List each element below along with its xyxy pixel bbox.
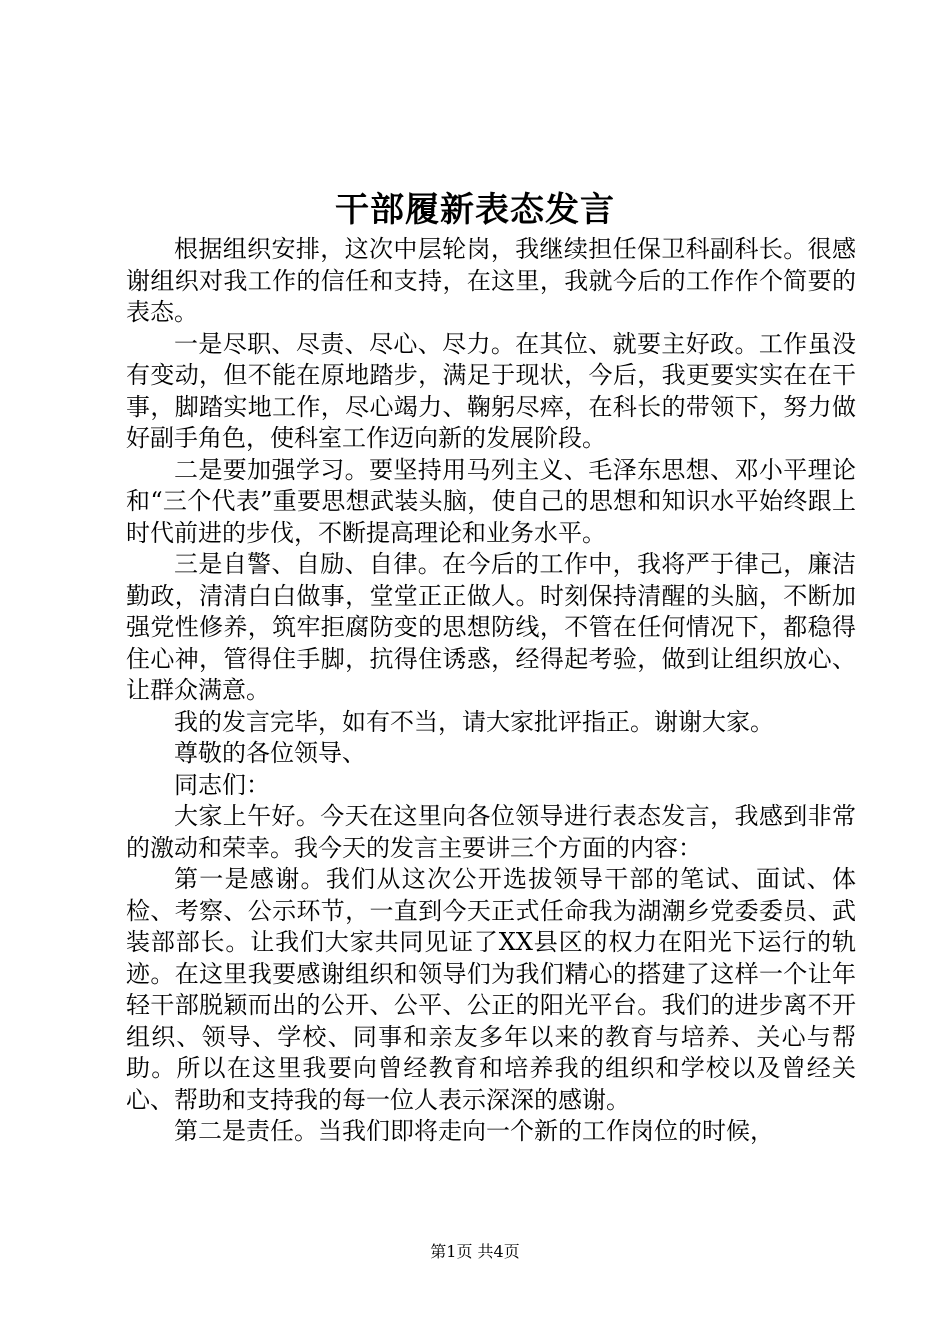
document-body — [126, 234, 856, 1148]
paragraph-salutation-comrades: 同志们： — [174, 770, 270, 799]
paragraph-point-three: 三是自警、自励、自律。在今后的工作中，我将严于律己，廉洁勤政，清清白白做事，堂堂正正做人。时刻保持清醒的头脑，不断加强党性修养，筑牢拒腐防变的思想防线，不管在任何情况下，都稳得住心神，管得住手脚，抗得住诱惑，经得起考验，做到让组织放心、让群众满意。 — [126, 550, 856, 704]
paragraph-closing: 我的发言完毕，如有不当，请大家批评指正。谢谢大家。 — [174, 707, 774, 736]
paragraph-intro: 根据组织安排，这次中层轮岗，我继续担任保卫科副科长。很感谢组织对我工作的信任和支持，在这里，我就今后的工作作个简要的表态。 — [126, 235, 856, 326]
paragraph-greeting: 大家上午好。今天在这里向各位领导进行表态发言，我感到非常的激动和荣幸。我今天的发言主要讲三个方面的内容： — [126, 802, 856, 862]
paragraph-salutation-leaders: 尊敬的各位领导、 — [174, 739, 366, 767]
page-number-footer: 第1页 共4页 — [430, 1242, 520, 1261]
paragraph-thanks: 第一是感谢。我们从这次公开选拔领导干部的笔试、面试、体检、考察、公示环节，一直到今天正式任命我为湖潮乡党委委员、武装部部长。让我们大家共同见证了XX县区的权力在阳光下运行的轨迹。在这里我要感谢组织和领导们为我们精心的搭建了这样一个让年轻干部脱颖而出的公开、公平、公正的阳光平台。我们的进步离不开组织、领导、学校、同事和亲友多年以来的教育与培养、关心与帮助。所以在这里我要向曾经教育和培养我的组织和学校以及曾经关心、帮助和支持我的每一位人表示深深的感谢。 — [126, 865, 856, 1114]
paragraph-responsibility: 第二是责任。当我们即将走向一个新的工作岗位的时候， — [174, 1117, 774, 1145]
document-title: 干部履新表态发言 — [335, 190, 615, 230]
paragraph-point-one: 一是尽职、尽责、尽心、尽力。在其位、就要主好政。工作虽没有变动，但不能在原地踏步，满足于现状，今后，我更要实实在在干事，脚踏实地工作，尽心竭力、鞠躬尽瘁，在科长的带领下，努力做好副手角色，使科室工作迈向新的发展阶段。 — [126, 329, 856, 452]
paragraph-point-two: 二是要加强学习。要坚持用马列主义、毛泽东思想、邓小平理论和“三个代表”重要思想武装头脑，使自己的思想和知识水平始终跟上时代前进的步伐，不断提高理论和业务水平。 — [126, 455, 856, 547]
